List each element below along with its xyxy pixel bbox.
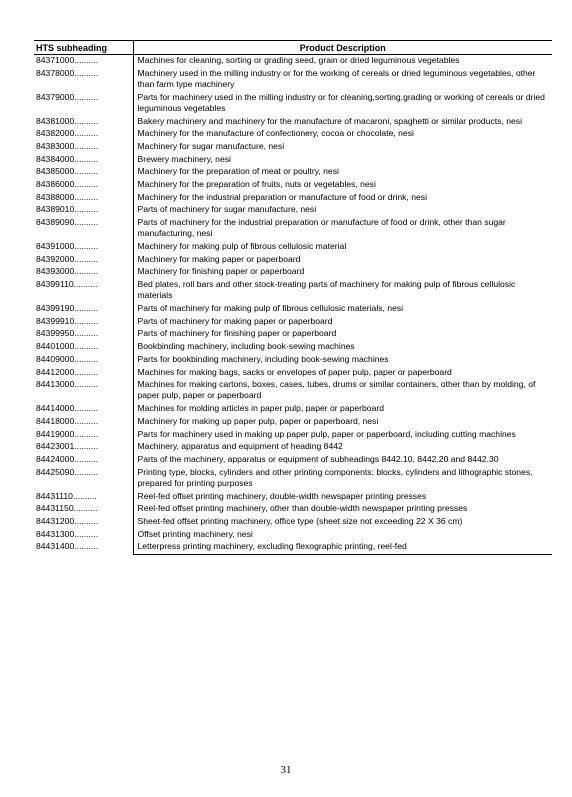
- table-row: [34, 341, 552, 354]
- product-description-cell: Offset printing machinery, nesi: [137, 528, 253, 539]
- hts-code-cell: 84401000..........: [34, 341, 133, 354]
- table-row: [34, 379, 552, 403]
- hts-code-cell: 84381000..........: [34, 116, 133, 129]
- table-row: [34, 128, 552, 141]
- hts-code-cell: 84414000..........: [34, 403, 133, 416]
- product-description-cell: Bakery machinery and machinery for the manufacture of macaroni, spaghetti or similar products, nesi: [137, 115, 523, 126]
- product-description-cell: Machines for making bags, sacks or envelopes of paper pulp, paper or paperboard: [137, 366, 452, 377]
- product-description-cell: Printing type, blocks, cylinders and other printing components; blocks, cylinders and lithographic stones, prepared for printing purposes: [137, 466, 533, 488]
- hts-code-cell: 84399110..........: [34, 279, 133, 303]
- table-row: [34, 192, 552, 205]
- product-description-cell: Parts of the machinery, apparatus or equipment of subheadings 8442.10, 8442.20 and 8442.30: [137, 454, 499, 464]
- product-description-cell: Parts for machinery used in making up paper pulp, paper or paperboard, including cutting machines: [137, 428, 516, 439]
- table-row: [34, 116, 552, 129]
- product-description-cell: Machines for molding articles in paper pulp, paper or paperboard: [137, 403, 384, 414]
- product-description-cell: Machines for making cartons, boxes, cases, tubes, drums or similar containers, other than by molding, of paper pulp, paper or paperboard: [137, 379, 536, 401]
- table-row: [34, 429, 552, 442]
- hts-code-cell: 84419000..........: [34, 429, 133, 442]
- product-description-cell: Parts for bookbinding machinery, including book-sewing machines: [137, 353, 389, 364]
- hts-code-cell: 84384000..........: [34, 154, 133, 167]
- table-row: [34, 354, 552, 367]
- table-row: [34, 367, 552, 380]
- hts-code-cell: 84389090..........: [34, 217, 133, 241]
- table-row: [34, 254, 552, 267]
- hts-code-cell: 84383000..........: [34, 141, 133, 154]
- product-description-cell: Machinery for the preparation of meat or poultry, nesi: [137, 166, 339, 177]
- hts-code-cell: 84431300..........: [34, 529, 133, 542]
- table-row: [34, 179, 552, 192]
- hts-code-cell: 84378000..........: [34, 68, 133, 92]
- table-row: [34, 303, 552, 316]
- product-description-cell: Reel-fed offset printing machinery, other than double-width newspaper printing presses: [137, 503, 468, 514]
- product-description-cell: Bookbinding machinery, including book-sewing machines: [137, 341, 355, 352]
- table-row: [34, 241, 552, 254]
- table-row: [34, 55, 552, 68]
- hts-code-cell: 84392000..........: [34, 254, 133, 267]
- product-description-cell: Machinery for the industrial preparation or manufacture of food or drink, nesi: [137, 191, 427, 202]
- table-row: [34, 516, 552, 529]
- table-row: [34, 154, 552, 167]
- product-description-cell: Machinery for making up paper pulp, paper or paperboard, nesi: [137, 415, 379, 426]
- header-product-description: Product Description: [133, 41, 552, 55]
- product-description-cell: Sheet-fed offset printing machinery, office type (sheet size not exceeding 22 X 36 cm): [137, 516, 463, 527]
- hts-code-cell: 84431150..........: [34, 503, 133, 516]
- table-row: [34, 266, 552, 279]
- table-row: [34, 141, 552, 154]
- hts-code-cell: 84389010..........: [34, 204, 133, 217]
- table-row: [34, 416, 552, 429]
- product-description-cell: Machinery used in the milling industry or for the working of cereals or dried leguminous vegetables, other than farm type machinery: [137, 67, 536, 89]
- table-row: [34, 328, 552, 341]
- hts-code-cell: 84379000..........: [34, 92, 133, 116]
- hts-code-cell: 84382000..........: [34, 128, 133, 141]
- product-description-cell: Parts of machinery for making paper or paperboard: [137, 315, 333, 326]
- product-description-cell: Letterpress printing machinery, excluding flexographic printing, reel-fed: [133, 541, 552, 554]
- product-description-cell: Machinery for the preparation of fruits, nuts or vegetables, nesi: [137, 179, 376, 190]
- table-row: [34, 529, 552, 542]
- hts-code-cell: 84431200..........: [34, 516, 133, 529]
- hts-code-cell: 84431110..........: [34, 491, 133, 504]
- table-body: [34, 55, 552, 555]
- hts-code-cell: 84412000..........: [34, 367, 133, 380]
- page-number: 31: [280, 764, 292, 776]
- product-description-cell: Machinery for finishing paper or paperboard: [137, 266, 305, 277]
- table-row: [34, 491, 552, 504]
- table-row: [34, 279, 552, 303]
- hts-code-cell: 84423001..........: [34, 441, 133, 454]
- header-hts-subheading: HTS subheading: [34, 41, 133, 55]
- hts-code-cell: 84431400..........: [34, 541, 133, 554]
- table-row: [34, 441, 552, 454]
- hts-code-cell: 84418000..........: [34, 416, 133, 429]
- product-description-cell: Parts for machinery used in the milling industry or for cleaning,sorting,grading or working of cereals or dried leguminous vegetables: [137, 91, 545, 113]
- table-row: [34, 403, 552, 416]
- product-description-cell: Parts of machinery for finishing paper or paperboard: [137, 328, 337, 339]
- hts-code-cell: 84386000..........: [34, 179, 133, 192]
- hts-code-cell: 84399910..........: [34, 316, 133, 329]
- table-row: [34, 503, 552, 516]
- hts-code-cell: 84399950..........: [34, 328, 133, 341]
- product-description-cell: Machinery for sugar manufacture, nesi: [137, 140, 285, 151]
- hts-code-cell: 84371000..........: [34, 55, 133, 68]
- hts-code-cell: 84425090..........: [34, 467, 133, 491]
- table-row: [34, 217, 552, 241]
- hts-code-cell: 84413000..........: [34, 379, 133, 403]
- product-description-cell: Brewery machinery, nesi: [137, 153, 231, 164]
- hts-table: [34, 40, 552, 555]
- table-row: [34, 166, 552, 179]
- product-description-cell: Parts of machinery for the industrial preparation or manufacture of food or drink, other than sugar manufacturing, nesi: [137, 217, 506, 239]
- product-description-cell: Machinery for making pulp of fibrous cellulosic material: [137, 241, 347, 252]
- table-row: [34, 541, 552, 554]
- table-row: [34, 204, 552, 217]
- table-row: [34, 68, 552, 92]
- hts-code-cell: 84424000..........: [34, 454, 133, 467]
- product-description-cell: Bed plates, roll bars and other stock-treating parts of machinery for making pulp of fibrous cellulosic materials: [137, 279, 516, 301]
- table-row: [34, 467, 552, 491]
- hts-code-cell: 84388000..........: [34, 192, 133, 205]
- table-row: [34, 454, 552, 467]
- table-row: [34, 92, 552, 116]
- hts-code-cell: 84385000..........: [34, 166, 133, 179]
- hts-code-cell: 84391000..........: [34, 241, 133, 254]
- product-description-cell: Machines for cleaning, sorting or grading seed, grain or dried leguminous vegetables: [137, 55, 460, 65]
- table-header-row: [34, 41, 552, 55]
- hts-code-cell: 84409000..........: [34, 354, 133, 367]
- product-description-cell: Parts of machinery for sugar manufacture, nesi: [137, 204, 317, 215]
- hts-code-cell: 84399190..........: [34, 303, 133, 316]
- product-description-cell: Parts of machinery for making pulp of fibrous cellulosic materials, nesi: [137, 303, 404, 314]
- product-description-cell: Machinery for making paper or paperboard: [137, 253, 301, 264]
- product-description-cell: Machinery, apparatus and equipment of heading 8442: [137, 441, 343, 452]
- table-row: [34, 316, 552, 329]
- product-description-cell: Reel-fed offset printing machinery, double-width newspaper printing presses: [137, 490, 427, 501]
- hts-code-cell: 84393000..........: [34, 266, 133, 279]
- product-description-cell: Machinery for the manufacture of confectionery, cocoa or chocolate, nesi: [137, 128, 414, 139]
